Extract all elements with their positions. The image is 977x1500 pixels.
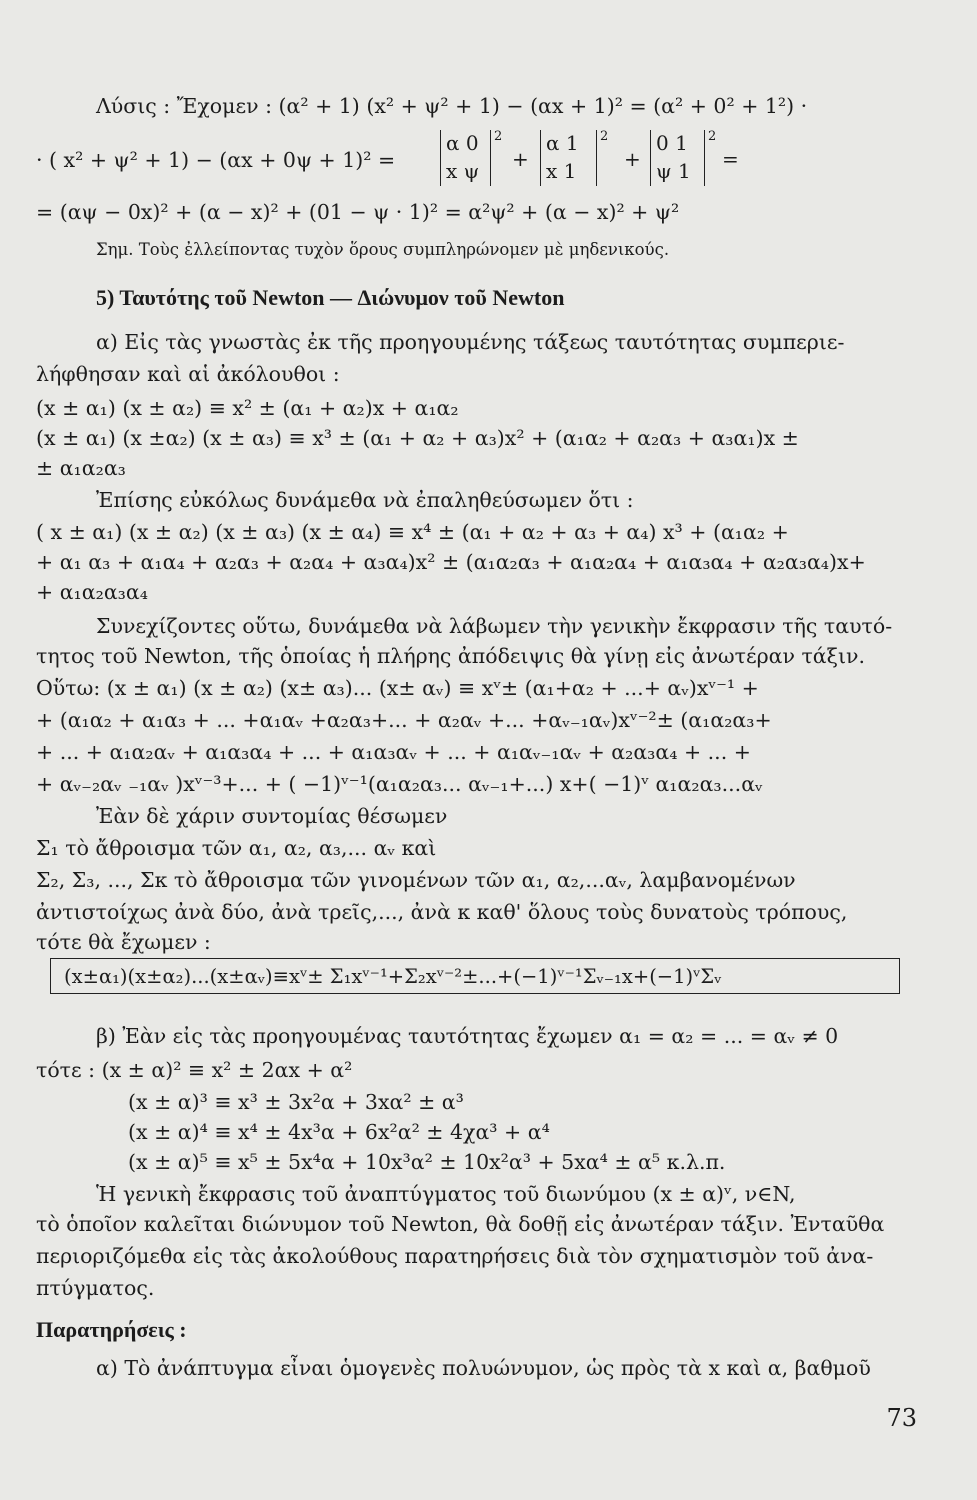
det2-exponent: 2 xyxy=(600,129,609,144)
text-line-21: Ἐὰν δὲ χάριν συντομίας θέσωμεν xyxy=(96,804,448,828)
boxed-identity: (x±α₁)(x±α₂)...(x±αᵥ)≡xᵛ± Σ₁xᵛ⁻¹+Σ₂xᵛ⁻²±...+(−1)ᵛ⁻¹Σᵥ₋₁x+(−1)ᵛΣᵥ xyxy=(64,965,722,988)
text-line-15: Συνεχίζοντες οὕτω, δυνάμεθα νὰ λάβωμεν τὴν γενικὴν ἔκφρασιν τῆς ταυτό- xyxy=(96,614,893,638)
formula-line-27: τότε : (x ± α)² ≡ x² ± 2αx + α² xyxy=(36,1058,353,1082)
det-equals: = xyxy=(722,147,739,171)
solution-line-1: Λύσις : Ἔχομεν : (α² + 1) (x² + ψ² + 1) − (αx + 1)² = (α² + 0² + 1²) · xyxy=(96,94,808,118)
det1-top: α 0 xyxy=(446,131,479,155)
det3-right-bar xyxy=(704,130,705,186)
text-line-6: α) Εἰς τὰς γνωστὰς ἐκ τῆς προηγουμένης τάξεως ταυτότητας συμπεριε- xyxy=(96,330,845,354)
text-line-36: α) Τὸ ἀνάπτυγμα εἶναι ὁμογενὲς πολυώνυμον, ὡς πρὸς τὰ x καὶ α, βαθμοῦ xyxy=(96,1356,871,1380)
formula-line-30: (x ± α)⁵ ≡ x⁵ ± 5x⁴α + 10x³α² ± 10x²α³ + 5xα⁴ ± α⁵ κ.λ.π. xyxy=(128,1150,726,1174)
text-line-16: τητος τοῦ Newton, τῆς ὁποίας ἡ πλήρης ἀπόδειψις θὰ γίνῃ εἰς ἀνωτέραν τάξιν. xyxy=(36,644,865,668)
det2-left-bar xyxy=(540,130,541,186)
det2-top: α 1 xyxy=(546,131,579,155)
det1-left-bar xyxy=(440,130,441,186)
solution-line-3: = (αψ − 0x)² + (α − x)² + (01 − ψ · 1)² = α²ψ² + (α − x)² + ψ² xyxy=(36,200,680,224)
formula-line-9: (x ± α₁) (x ±α₂) (x ± α₃) ≡ x³ ± (α₁ + α₂ + α₃)x² + (α₁α₂ + α₂α₃ + α₃α₁)x ± xyxy=(36,426,799,450)
text-line-24: ἀντιστοίχως ἀνὰ δύο, ἀνὰ τρεῖς,..., ἀνὰ κ καθ' ὅλους τοὺς δυνατοὺς τρόπους, xyxy=(36,900,848,924)
formula-line-29: (x ± α)⁴ ≡ x⁴ ± 4x³α + 6x²α² ± 4χα³ + α⁴ xyxy=(128,1120,550,1144)
formula-line-20: + αᵥ₋₂αᵥ ₋₁αᵥ )xᵛ⁻³+... + ( −1)ᵛ⁻¹(α₁α₂α₃... αᵥ₋₁+...) x+( −1)ᵛ α₁α₂α₃...αᵥ xyxy=(36,772,763,796)
det2-right-bar xyxy=(596,130,597,186)
det1-exponent: 2 xyxy=(494,129,503,144)
det2-bottom: x 1 xyxy=(546,159,577,183)
det3-top: 0 1 xyxy=(656,131,688,155)
text-line-34: πτύγματος. xyxy=(36,1276,155,1300)
text-line-11: Ἐπίσης εὐκόλως δυνάμεθα νὰ ἐπαληθεύσωμεν ὅτι : xyxy=(96,488,634,512)
formula-line-13: + α₁ α₃ + α₁α₄ + α₂α₃ + α₂α₄ + α₃α₄)x² ± (α₁α₂α₃ + α₁α₂α₄ + α₁α₃α₄ + α₂α₃α₄)x+ xyxy=(36,550,866,574)
det-plus-2: + xyxy=(624,147,641,171)
text-line-33: περιοριζόμεθα εἰς τὰς ἀκολούθους παρατηρήσεις διὰ τὸν σχηματισμὸν τοῦ ἀνα- xyxy=(36,1244,874,1268)
formula-line-28: (x ± α)³ ≡ x³ ± 3x²α + 3xα² ± α³ xyxy=(128,1090,464,1114)
remarks-heading: Παρατηρήσεις : xyxy=(36,1317,187,1342)
formula-line-18: + (α₁α₂ + α₁α₃ + ... +α₁αᵥ +α₂α₃+... + α₂αᵥ +... +αᵥ₋₁αᵥ)xᵛ⁻²± (α₁α₂α₃+ xyxy=(36,708,772,732)
text-line-22: Σ₁ τὸ ἄθροισμα τῶν α₁, α₂, α₃,... αᵥ καὶ xyxy=(36,836,437,860)
text-line-7: λήφθησαν καὶ αἱ ἀκόλουθοι : xyxy=(36,362,340,386)
det3-bottom: ψ 1 xyxy=(656,159,691,183)
formula-line-8: (x ± α₁) (x ± α₂) ≡ x² ± (α₁ + α₂)x + α₁α₂ xyxy=(36,396,459,420)
det-plus-1: + xyxy=(512,147,529,171)
det1-right-bar xyxy=(490,130,491,186)
det3-left-bar xyxy=(650,130,651,186)
text-line-23: Σ₂, Σ₃, ..., Σκ τὸ ἄθροισμα τῶν γινομένων τῶν α₁, α₂,...αᵥ, λαμβανομένων xyxy=(36,868,796,892)
solution-line-2: · ( x² + ψ² + 1) − (αx + 0ψ + 1)² = xyxy=(36,148,396,172)
formula-line-19: + ... + α₁α₂αᵥ + α₁α₃α₄ + ... + α₁α₃αᵥ + ... + α₁αᵥ₋₁αᵥ + α₂α₃α₄ + ... + xyxy=(36,740,751,764)
page-number: 73 xyxy=(886,1404,917,1432)
text-line-32: τὸ ὁποῖον καλεῖται διώνυμον τοῦ Newton, θὰ δοθῇ εἰς ἀνωτέραν τάξιν. Ἐνταῦθα xyxy=(36,1212,885,1236)
formula-line-17: Οὕτω: (x ± α₁) (x ± α₂) (x± α₃)... (x± αᵥ) ≡ xᵛ± (α₁+α₂ + ...+ αᵥ)xᵛ⁻¹ + xyxy=(36,676,759,700)
formula-line-14: + α₁α₂α₃α₄ xyxy=(36,580,148,604)
text-line-31: Ἡ γενικὴ ἔκφρασις τοῦ ἀναπτύγματος τοῦ διωνύμου (x ± α)ᵛ, ν∈N, xyxy=(96,1182,796,1206)
det3-exponent: 2 xyxy=(708,129,717,144)
text-line-26: β) Ἐὰν εἰς τὰς προηγουμένας ταυτότητας ἔχωμεν α₁ = α₂ = ... = αᵥ ≠ 0 xyxy=(96,1024,839,1048)
text-line-25: τότε θὰ ἔχωμεν : xyxy=(36,930,211,954)
formula-line-12: ( x ± α₁) (x ± α₂) (x ± α₃) (x ± α₄) ≡ x⁴ ± (α₁ + α₂ + α₃ + α₄) x³ + (α₁α₂ + xyxy=(36,520,789,544)
note-line: Σημ. Τοὺς ἐλλείποντας τυχὸν ὅρους συμπληρώνομεν μὲ μηδενικούς. xyxy=(96,240,670,259)
formula-line-10: ± α₁α₂α₃ xyxy=(36,456,126,480)
section-heading: 5) Ταυτότης τοῦ Newton — Διώνυμον τοῦ Newton xyxy=(96,285,565,310)
det1-bottom: x ψ xyxy=(446,159,480,183)
